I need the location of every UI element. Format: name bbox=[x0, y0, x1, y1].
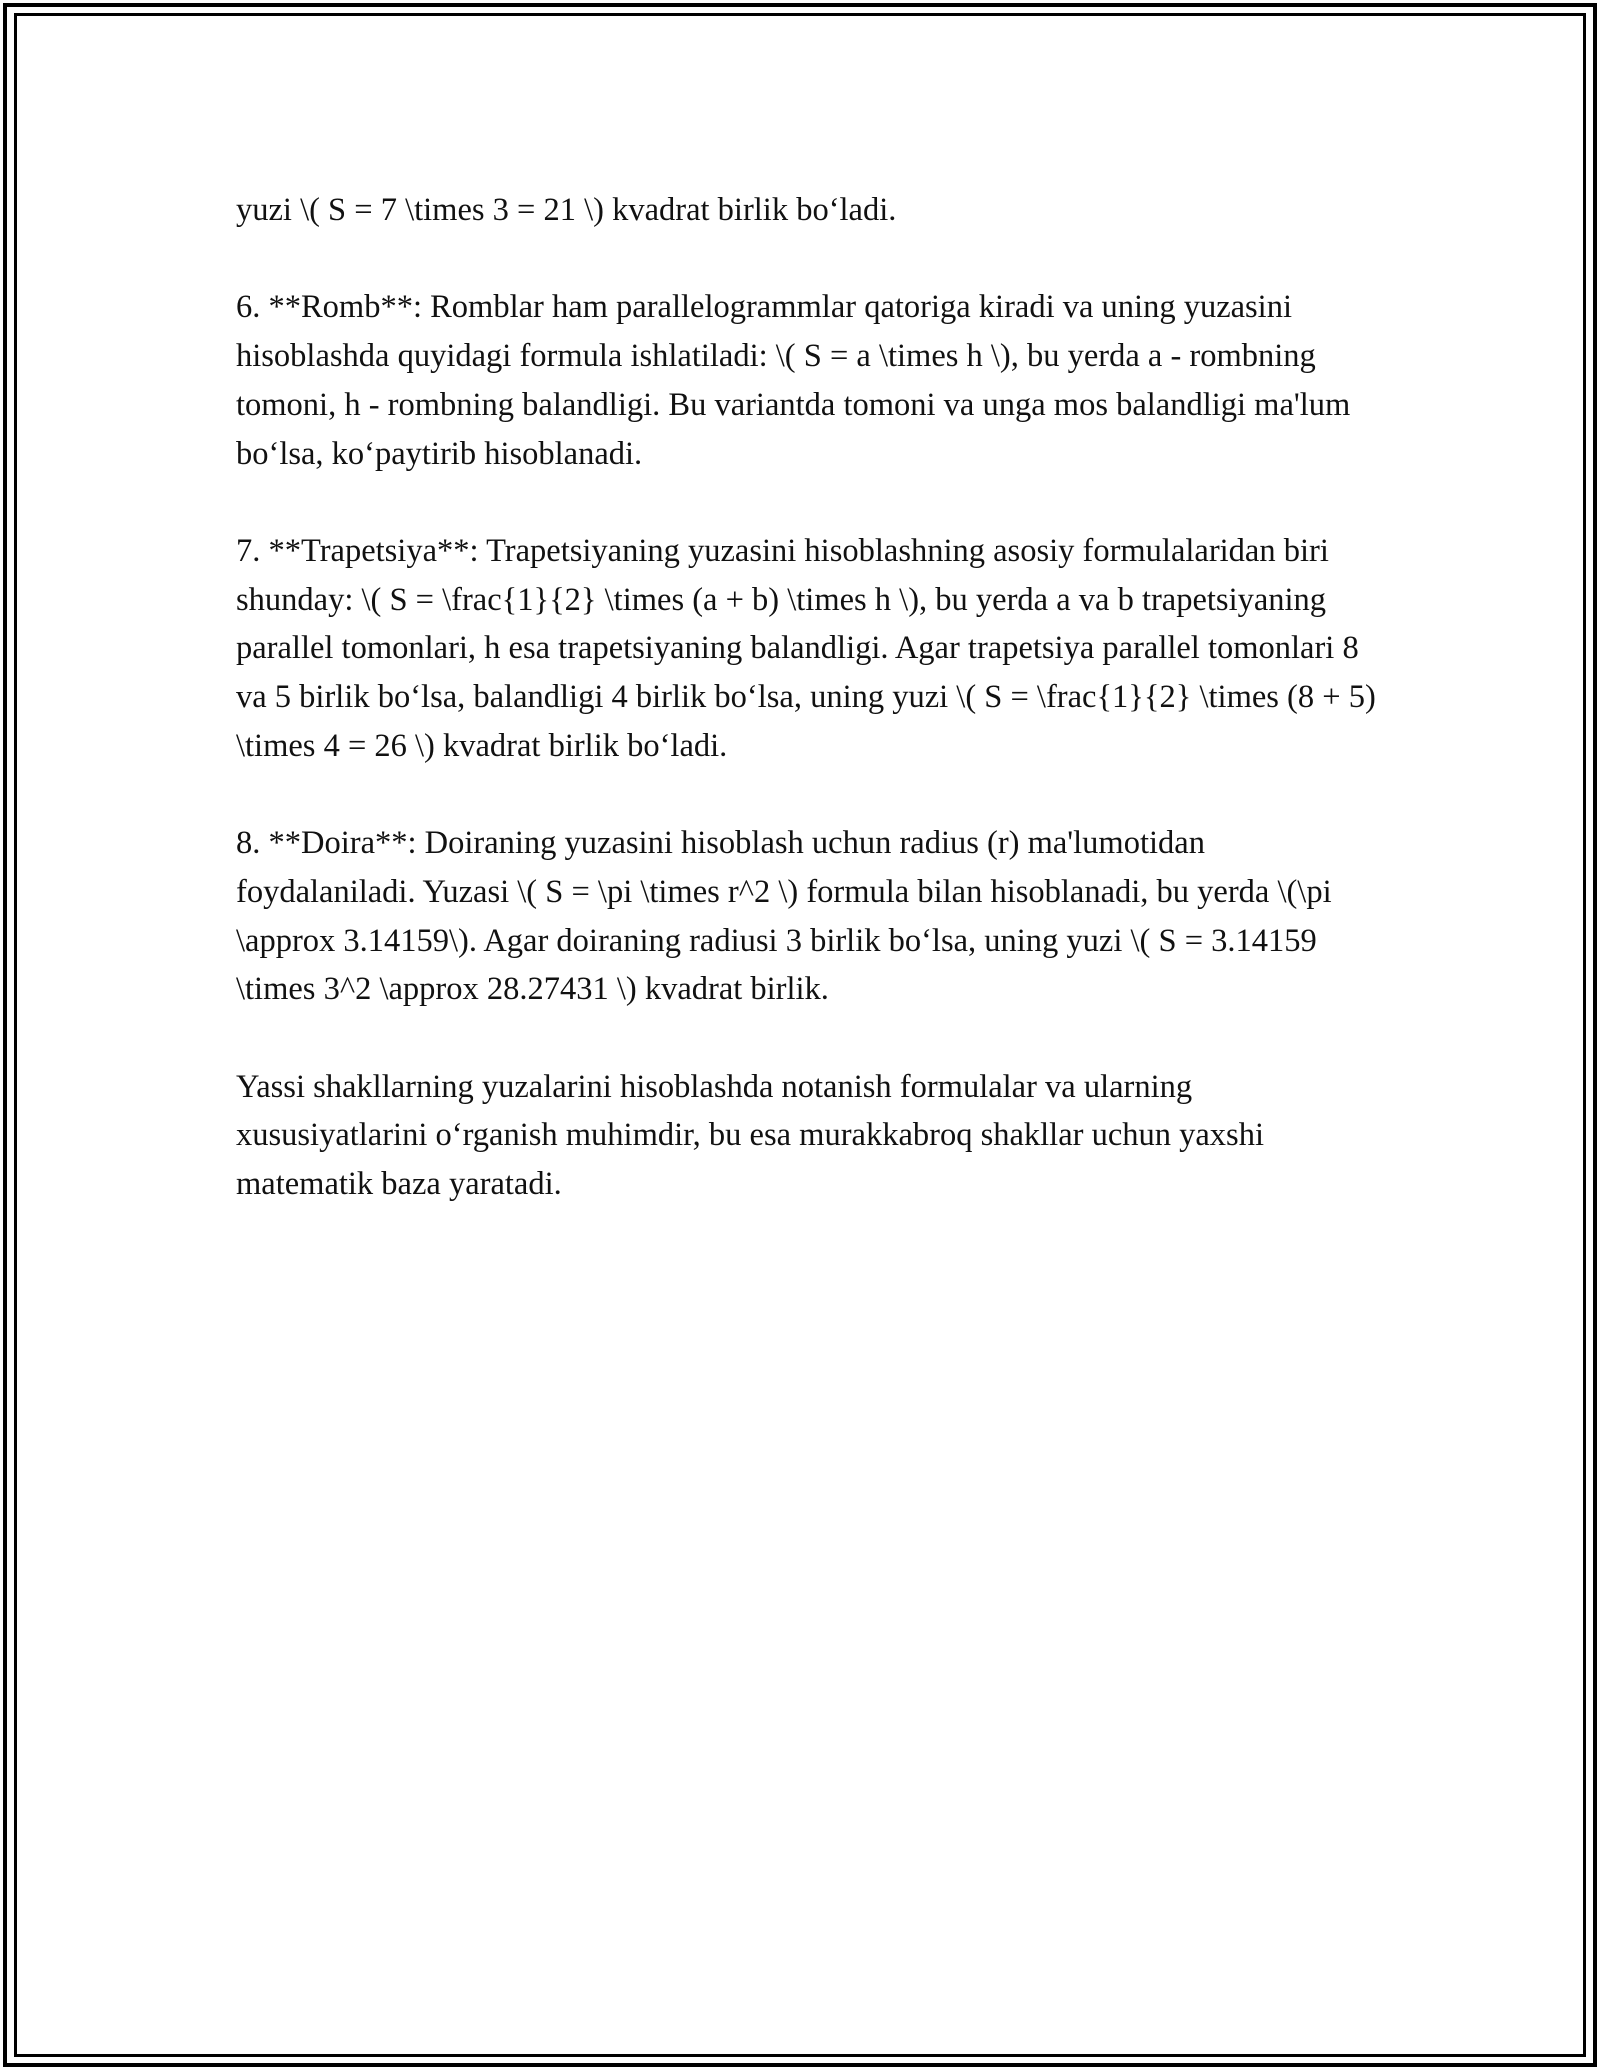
paragraph-rectangle-area-end: yuzi \( S = 7 \times 3 = 21 \) kvadrat birlik bo‘ladi. bbox=[236, 192, 897, 228]
paragraph-conclusion: Yassi shakllarning yuzalarini hisoblashda notanish formulalar va ularning xususiyatlarini o‘rganish muhimdir, bu esa murakkabroq shakllar uchun yaxshi matematik baza yaratadi. bbox=[236, 1068, 1273, 1202]
paragraph-trapezoid: 7. **Trapetsiya**: Trapetsiyaning yuzasini hisoblashning asosiy formulalaridan biri shunday: \( S = \frac{1}{2} \times (a + b) \times h \), bu yerda a va b trapetsiyaning parallel tomonlari, h esa trapetsiyaning balandligi. Agar trapetsiya parallel tomonlari 8 va 5 birlik bo‘lsa, balandligi 4 birlik bo‘lsa, uning yuzi \( S = \frac{1}{2} \times (8 + 5) \times 4 = 26 \) kvadrat birlik bo‘ladi. bbox=[236, 532, 1384, 764]
paragraph-circle: 8. **Doira**: Doiraning yuzasini hisoblash uchun radius (r) ma'lumotidan foydalaniladi. Yuzasi \( S = \pi \times r^2 \) formula bilan hisoblanadi, bu yerda \(\pi \approx 3.14159\). Agar doiraning radiusi 3 birlik bo‘lsa, uning yuzi \( S = 3.14159 \times 3^2 \approx 28.27431 \) kvadrat birlik. bbox=[236, 825, 1340, 1008]
document-body bbox=[236, 186, 1384, 1257]
paragraph-rhombus: 6. **Romb**: Romblar ham parallelogrammlar qatoriga kiradi va uning yuzasini hisoblashda quyidagi formula ishlatiladi: \( S = a \times h \), bu yerda a - rombning tomoni, h - rombning balandligi. Bu variantda tomoni va unga mos balandligi ma'lum bo‘lsa, ko‘paytirib hisoblanadi. bbox=[236, 289, 1359, 472]
